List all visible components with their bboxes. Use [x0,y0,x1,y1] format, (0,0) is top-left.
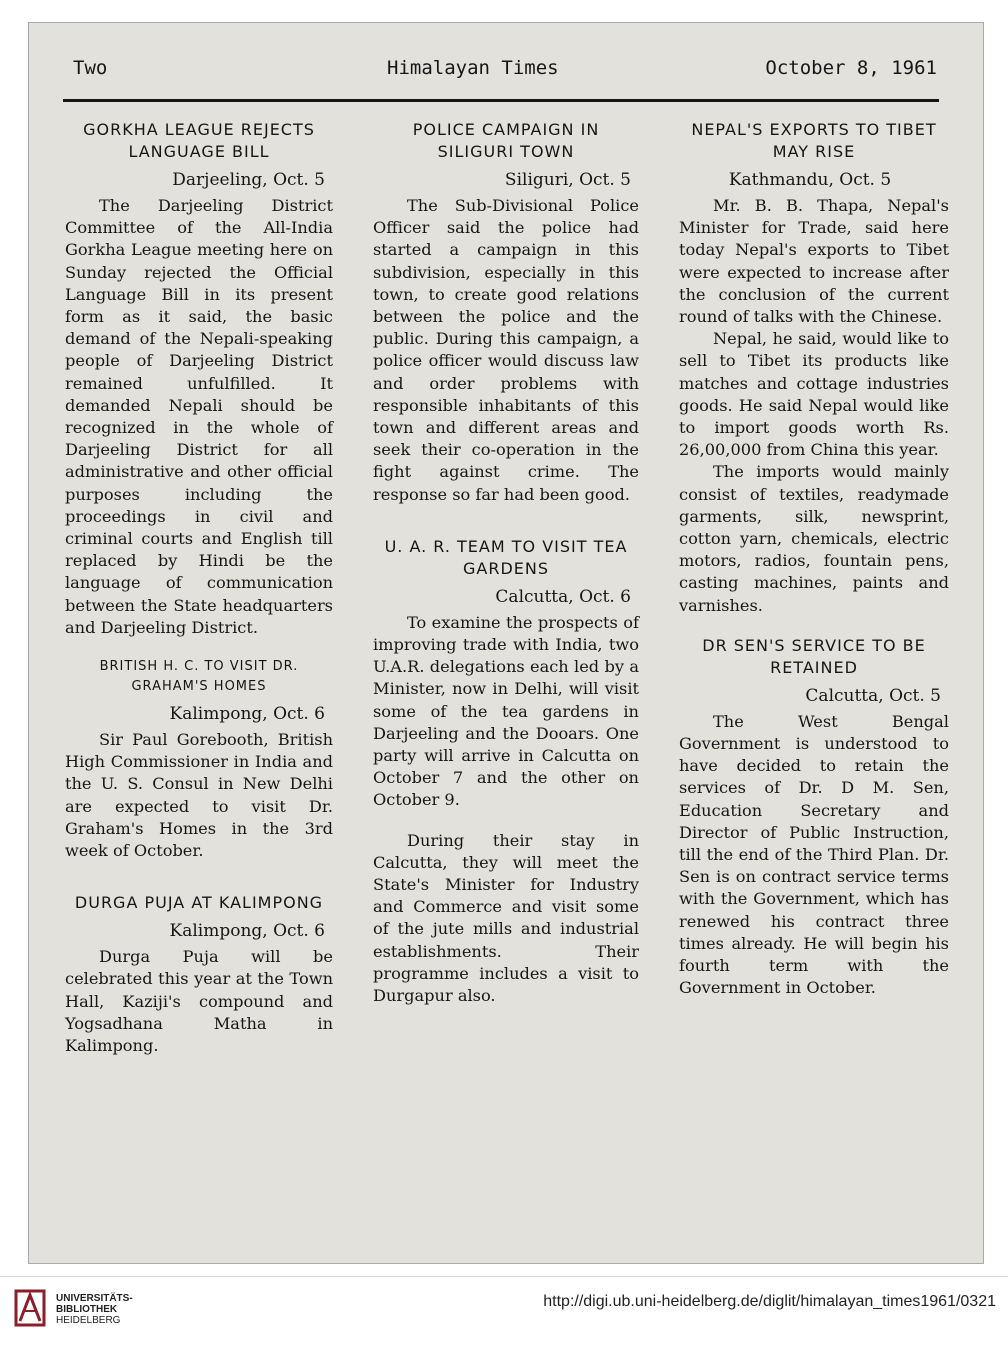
article-body: The Darjeeling District Committee of the All-India Gorkha League meeting here on Sunday rejected the Official Language Bill in its present form as it said, the basic demand of the Nepali-speaking people of Darjeeling District remained unfulfilled. It demanded Nepali should be recognized in the whole of Darjeeling District for all administrative and other official purposes including the proceedings in civil and criminal courts and English till replaced by Hindi be the language of communication between the State headquarters and Darjeeling District. [65,196,333,637]
viewer-footer [0,1276,1008,1337]
article-uar-team [373,536,639,1007]
library-name-line: BIBLIOTHEK [56,1304,118,1315]
column-1 [65,119,333,1057]
spacer [65,639,333,657]
dateline: Calcutta, Oct. 6 [495,586,631,607]
dateline: Kalimpong, Oct. 6 [169,704,325,725]
headline: BRITISH H. C. TO VISIT DR. GRAHAM'S HOMES [99,659,299,695]
header-rule [63,99,939,102]
article-body-continued: Nepal, he said, would like to sell to Tibet its products like matches and cottage industries goods. He said Nepal would like to import goods worth Rs. 26,00,000 from China this year. [679,329,949,460]
article-body: Sir Paul Gorebooth, British High Commissioner in India and the U. S. Consul in New Delhi are expected to visit Dr. Graham's Homes in the 3rd week of October. [65,730,333,861]
article-nepal-exports [679,119,949,617]
article-body-continued: The imports would mainly consist of textiles, readymade garments, silk, newsprint, cotton yarn, chemicals, electric motors, radios, fountain pens, casting machines, paints and varnishes. [679,462,949,615]
article-body: Mr. B. B. Thapa, Nepal's Minister for Trade, said here today Nepal's exports to Tibet were expected to increase after the conclusion of the current round of talks with the Chinese. [679,196,949,327]
article-dr-sen [679,635,949,1000]
dateline: Kalimpong, Oct. 6 [169,921,325,942]
article-body-continued: During their stay in Calcutta, they will meet the State's Minister for Industry and Commerce and visit some of the jute mills and industrial establishments. Their programme includes a visit to Durgapur also. [373,830,639,1006]
newspaper-title: Himalayan Times [387,57,559,79]
article-durga-puja [65,892,333,1057]
headline: U. A. R. TEAM TO VISIT TEA GARDENS [384,536,628,578]
article-gorkha-league [65,119,333,639]
library-name-line: UNIVERSITÄTS- [56,1293,133,1304]
article-body: Durga Puja will be celebrated this year at the Town Hall, Kaziji's compound and Yogsadhana Matha in Kalimpong. [65,947,333,1056]
spacer [65,862,333,892]
newspaper-scan [28,22,984,1264]
headline: NEPAL'S EXPORTS TO TIBET MAY RISE [691,120,937,161]
spacer [373,506,639,536]
source-url-link[interactable]: http://digi.ub.uni-heidelberg.de/diglit/himalayan_times1961/0321 [543,1293,996,1310]
library-logo-icon [12,1287,48,1329]
dateline: Kathmandu, Oct. 5 [728,170,892,190]
article-body: The West Bengal Government is understood to have decided to retain the services of Dr. D M. Sen, Education Secretary and Director of Public Instruction, till the end of the Third Plan. Dr. Sen is on contract service terms with the Government, which has renewed his contract three times already. He will begin his fourth term with the Government in October. [679,711,949,998]
page-number: Two [73,57,108,79]
dateline: Calcutta, Oct. 5 [805,685,941,706]
issue-date: October 8, 1961 [765,57,937,79]
dateline: Siliguri, Oct. 5 [504,170,631,190]
headline: DR SEN'S SERVICE TO BE RETAINED [702,635,926,677]
headline: POLICE CAMPAIGN IN SILIGURI TOWN [412,120,600,161]
library-name-line: HEIDELBERG [56,1315,121,1326]
article-body: To examine the prospects of improving trade with India, two U.A.R. delegations each led by a Minister, now in Delhi, will visit some of the tea gardens in Darjeeling and the Dooars. One party will arrive in Calcutta on October 7 and the other on October 9. [373,612,639,810]
headline: DURGA PUJA AT KALIMPONG [74,893,324,913]
spacer [373,812,639,830]
article-british-hc [65,657,333,862]
library-name [56,1293,133,1326]
headline: GORKHA LEAGUE REJECTS LANGUAGE BILL [83,120,315,161]
column-2 [373,119,639,1007]
article-police-campaign [373,119,639,506]
column-3 [679,119,949,1000]
spacer [679,617,949,635]
dateline: Darjeeling, Oct. 5 [172,170,325,190]
article-body: The Sub-Divisional Police Officer said the police had started a campaign in this subdivision, especially in this town, to create good relations between the police and the public. During this campaign, a police officer would discuss law and order problems with responsible inhabitants of this town and different areas and seek their co-operation in the fight against crime. The response so far had been good. [373,196,639,504]
